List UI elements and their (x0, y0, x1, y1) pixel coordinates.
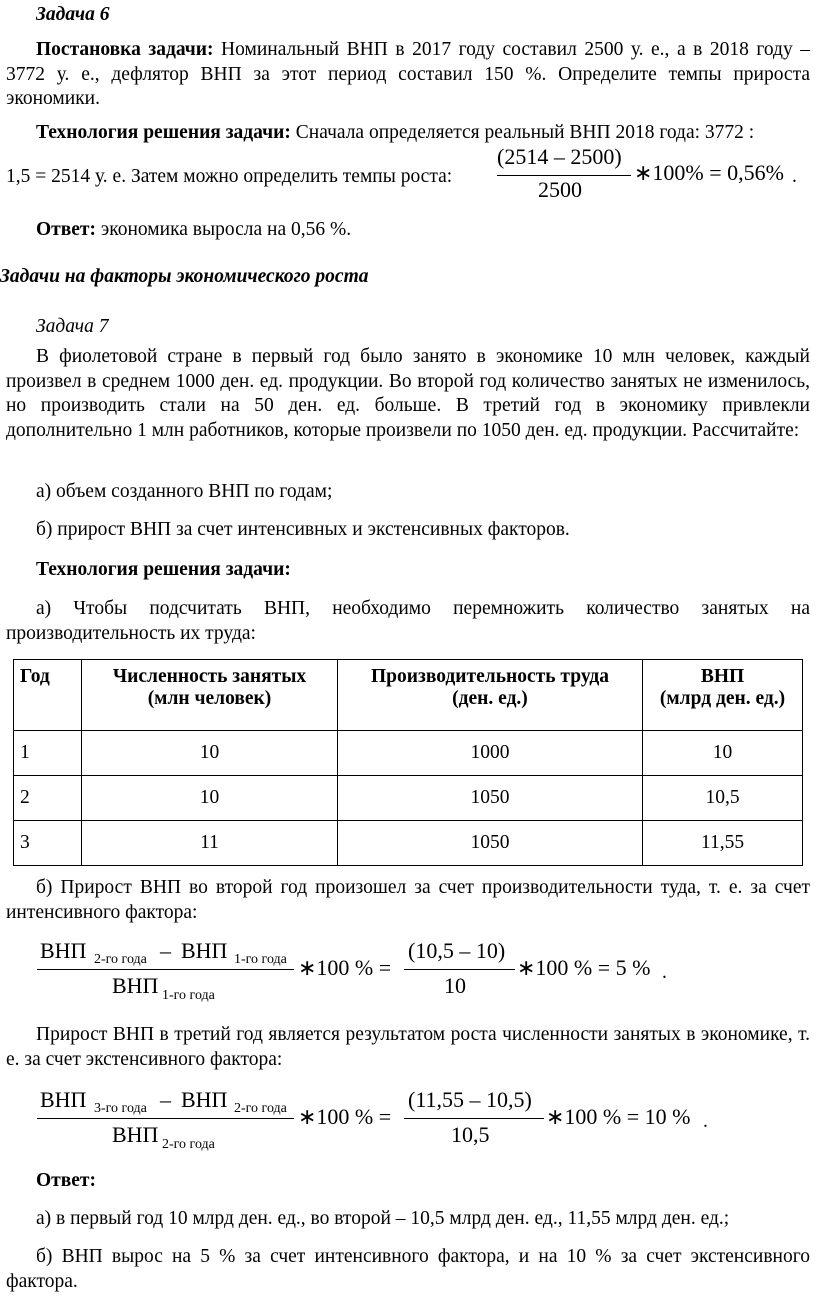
task7-extensive-text: Прирост ВНП в третий год является результатом роста численности занятых в экономике, т. е. за счет экстенсивного фактора: (6, 1024, 810, 1070)
table-header-year (14, 660, 82, 731)
task7-statement: В фиолетовой стране в первый год было занято в экономике 10 млн человек, каждый произвел в среднем 1000 ден. ед. продукции. Во второй год количество занятых не изменилось, но производить стали на 50 ден. ед. больше. В третий год в экономику привлекли дополнительно 1 млн работников, которые произвели по 1050 ден. ед. продукции. Рассчитайте: (6, 346, 810, 441)
f1-sub-b: 1-го года (234, 952, 287, 967)
f1-den-gnp: ВНП (112, 973, 159, 998)
task6-formula-result: ∗100% = 0,56% (634, 160, 784, 185)
f2-sub-b: 2-го года (234, 1101, 287, 1116)
task6-statement-text: Номинальный ВНП в 2017 году составил 2500 у. е., а в 2018 году – 3772 у. е., дефлятор ВНП за этот период составил 150 %. Определите темпы прироста экономики. (6, 39, 810, 109)
task7-answer-label: Ответ: (36, 1170, 97, 1191)
table-header-line: ВНП (700, 666, 745, 687)
table-cell: 1 (14, 731, 82, 776)
task7-answer-a: а) в первый год 10 млрд ден. ед., во второй – 10,5 млрд ден. ед., 11,55 млрд ден. ед.; (36, 1208, 730, 1229)
f2-gnp-b: ВНП (181, 1087, 228, 1112)
task6-statement (6, 38, 810, 112)
task7-item-b: б) прирост ВНП за счет интенсивных и экстенсивных факторов. (36, 519, 570, 540)
f1-gnp-a: ВНП (40, 938, 87, 963)
table-cell: 3 (14, 821, 82, 866)
task7-item-a: а) объем созданного ВНП по годам; (36, 481, 333, 502)
f1-mid: ∗100 % = (298, 955, 392, 980)
table-header-line: (млн человек) (147, 688, 272, 709)
task6-statement-label: Постановка задачи: (36, 39, 214, 60)
f2-sub-a: 3-го года (94, 1101, 147, 1116)
task6-formula-numerator: (2514 – 2500) (497, 144, 622, 169)
task7-intensive-text: б) Прирост ВНП во второй год произошел за счет производительности туда, т. е. за счет интенсивного фактора: (6, 877, 810, 923)
task6-answer-text: экономика выросла на 0,56 %. (96, 219, 352, 240)
f2-gnp-a: ВНП (40, 1087, 87, 1112)
f2-end: . (703, 1111, 708, 1132)
table-cell: 11,55 (643, 821, 803, 866)
table-header-line: Численность занятых (112, 666, 307, 687)
task6-tech-line1: Сначала определяется реальный ВНП 2018 года: 3772 : (290, 122, 755, 143)
f1-end: . (662, 962, 667, 983)
task6-heading: Задача 6 (36, 4, 110, 25)
f1-gnp-b: ВНП (181, 938, 228, 963)
table-row (14, 776, 803, 821)
task7-heading: Задача 7 (36, 316, 109, 337)
task6-formula-fraction-bar (497, 175, 631, 176)
f2-den-sub: 2-го года (162, 1137, 215, 1152)
f2-minus: – (160, 1087, 171, 1112)
f2-num2: (11,55 – 10,5) (408, 1087, 532, 1112)
table-cell: 1050 (338, 821, 643, 866)
task7-answer-b: б) ВНП вырос на 5 % за счет интенсивного фактора, и на 10 % за счет экстенсивного фактора. (6, 1246, 810, 1292)
table-header-line: (ден. ед.) (452, 688, 528, 709)
f2-den-gnp: ВНП (112, 1122, 159, 1147)
f2-bar-left (37, 1118, 294, 1119)
table-cell: 1000 (338, 731, 643, 776)
task7-tech-label: Технология решения задачи: (36, 559, 291, 580)
table-header-gnp (643, 660, 803, 731)
task6-tech (6, 121, 810, 146)
table-row (14, 821, 803, 866)
table-header-line: Производительность труда (371, 666, 609, 687)
table-header-line: Год (20, 666, 50, 687)
f2-den2: 10,5 (451, 1122, 490, 1147)
table-header-row (14, 660, 803, 731)
f1-rest: ∗100 % = 5 % (517, 955, 651, 980)
table-header-productivity (338, 660, 643, 731)
table-cell: 11 (82, 821, 338, 866)
task6-answer (36, 219, 351, 241)
table-row (14, 731, 803, 776)
table-cell: 10 (82, 731, 338, 776)
f1-den-sub: 1-го года (162, 988, 215, 1003)
section-heading: Задачи на факторы экономического роста (0, 266, 369, 287)
task6-formula-denominator: 2500 (538, 177, 582, 202)
f2-rest: ∗100 % = 10 % (546, 1104, 691, 1129)
f1-sub-a: 2-го года (94, 952, 147, 967)
gnp-table (13, 659, 803, 866)
f1-minus: – (160, 938, 171, 963)
table-cell: 10 (82, 776, 338, 821)
f2-mid: ∗100 % = (298, 1104, 392, 1129)
f1-den2: 10 (444, 973, 466, 998)
f1-num2: (10,5 – 10) (408, 938, 506, 963)
table-cell: 10,5 (643, 776, 803, 821)
f1-bar-left (37, 969, 294, 970)
f2-bar-right (404, 1118, 544, 1119)
task6-tech-line2: 1,5 = 2514 у. е. Затем можно определить темпы роста: (6, 166, 453, 187)
task6-formula-end: . (792, 166, 797, 187)
task6-tech-label: Технология решения задачи: (36, 122, 291, 143)
table-header-employed (82, 660, 338, 731)
table-cell: 1050 (338, 776, 643, 821)
table-cell: 10 (643, 731, 803, 776)
table-cell: 2 (14, 776, 82, 821)
task7-tech-a: а) Чтобы подсчитать ВНП, необходимо перемножить количество занятых на производительность их труда: (6, 598, 810, 644)
f1-bar-right (404, 969, 515, 970)
table-header-line: (млрд ден. ед.) (659, 688, 786, 709)
task6-answer-label: Ответ: (36, 219, 97, 240)
